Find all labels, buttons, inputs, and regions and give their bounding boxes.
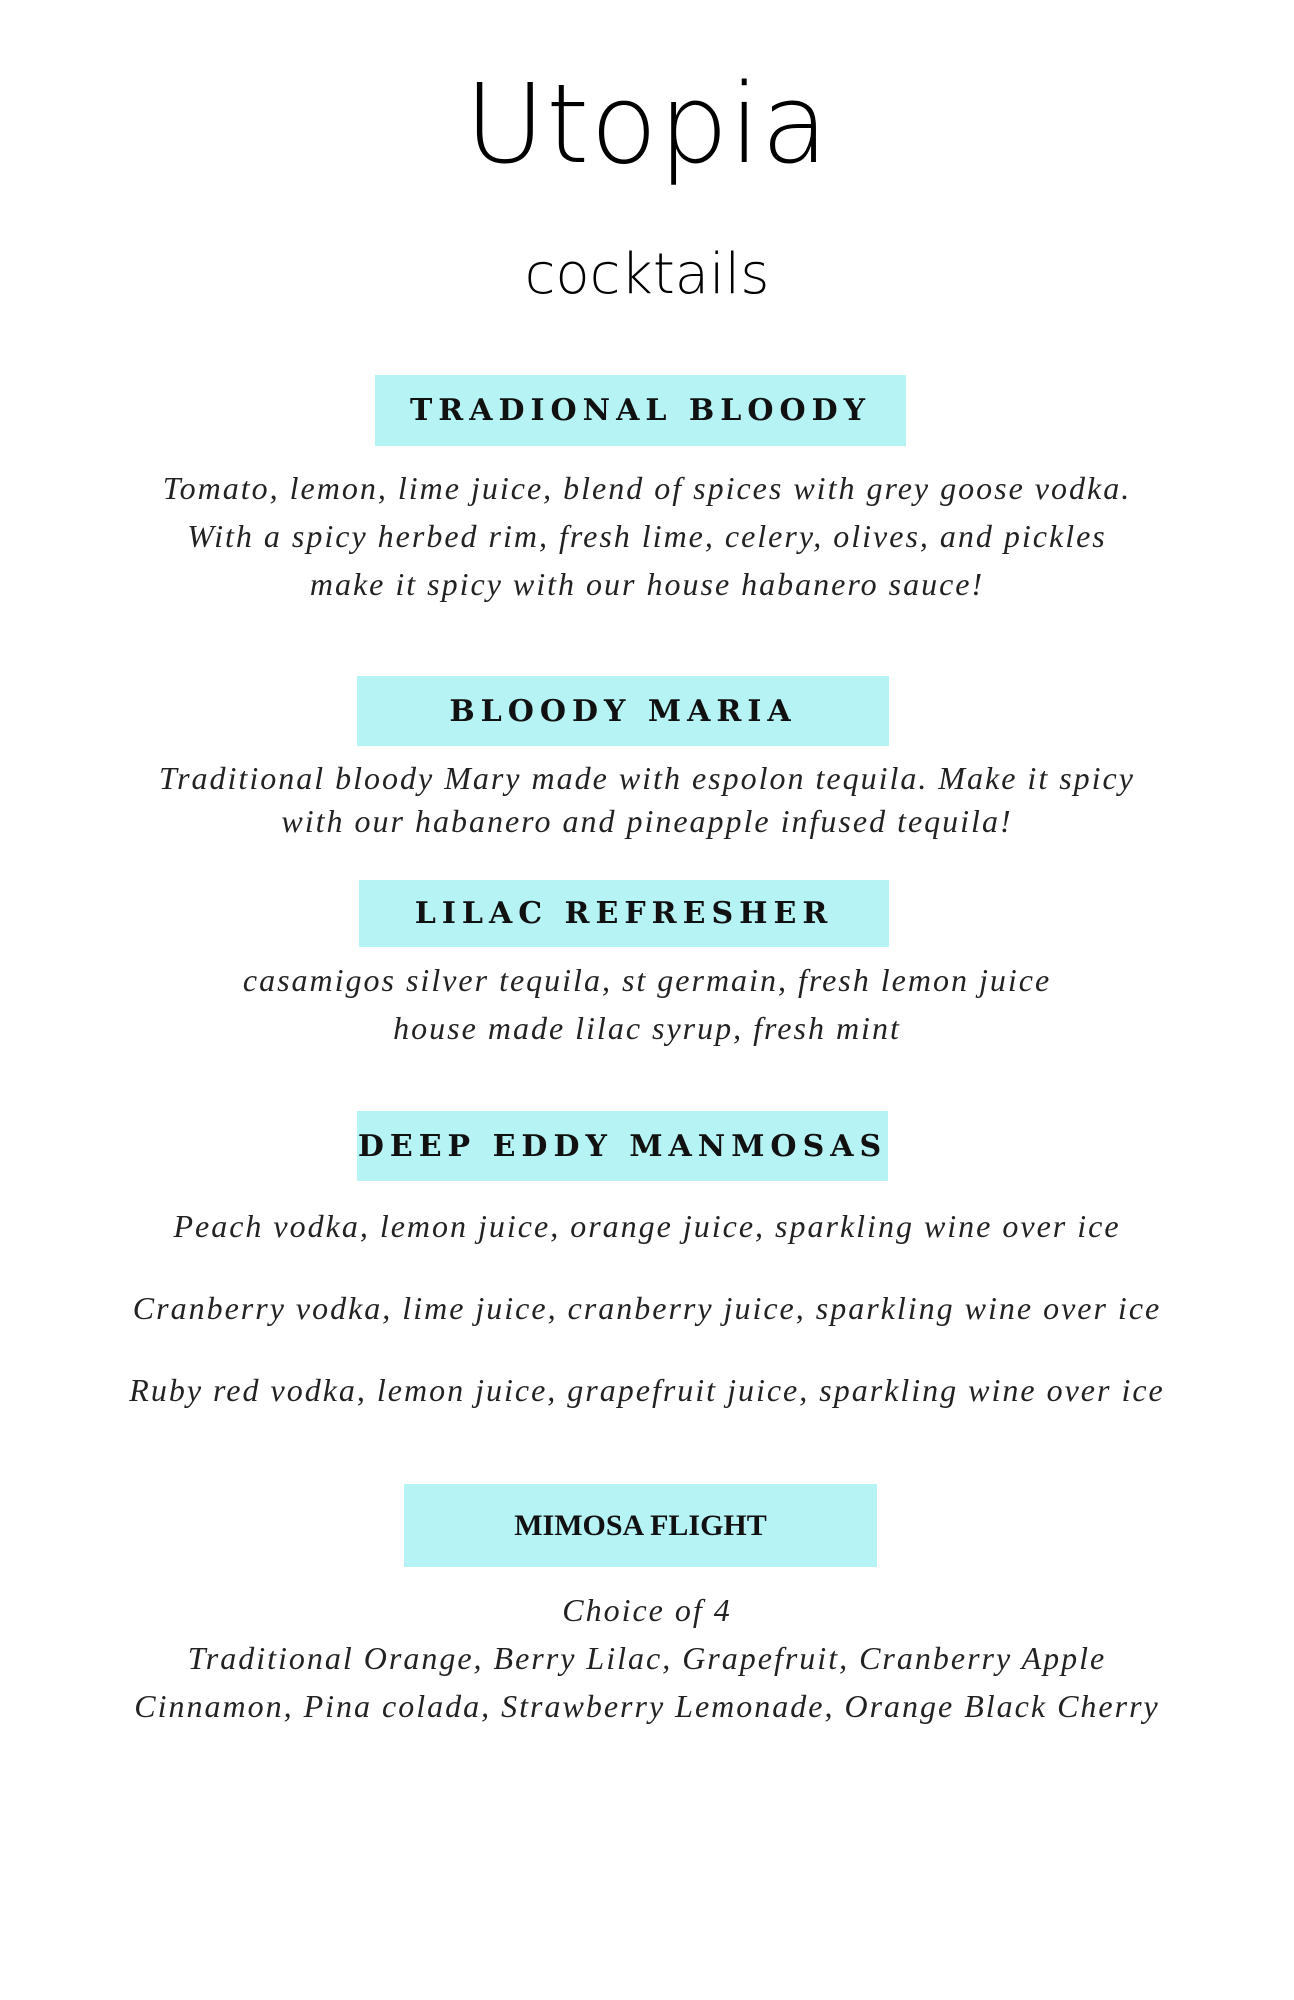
section-title: TRADIONAL BLOODY [409, 393, 872, 428]
section-description-line: Cinnamon, Pina colada, Strawberry Lemonade, Orange Black Cherry [134, 1688, 1160, 1724]
section-title: LILAC REFRESHER [414, 896, 834, 931]
section-description-line: casamigos silver tequila, st germain, fresh lemon juice [242, 962, 1052, 998]
section-title: MIMOSA FLIGHT [514, 1508, 767, 1542]
section-header-mimosa-flight [404, 1484, 877, 1567]
section-description-line: With a spicy herbed rim, fresh lime, celery, olives, and pickles [187, 518, 1107, 554]
section-description-line: Choice of 4 [562, 1592, 732, 1628]
section-description-line: Traditional bloody Mary made with espolon tequila. Make it spicy [159, 760, 1135, 796]
menu-title: Utopia [464, 60, 830, 188]
section-header-lilac-refresher [359, 880, 889, 947]
section-header-deep-eddy-manmosas [357, 1111, 888, 1181]
menu-subtitle: cocktails [524, 242, 770, 307]
section-description-line: Tomato, lemon, lime juice, blend of spices with grey goose vodka. [162, 470, 1132, 506]
section-title: BLOODY MARIA [449, 693, 797, 729]
section-description-line: Cranberry vodka, lime juice, cranberry juice, sparkling wine over ice [132, 1290, 1162, 1326]
section-description-line: with our habanero and pineapple infused tequila! [281, 803, 1013, 839]
section-description-line: house made lilac syrup, fresh mint [393, 1010, 901, 1046]
section-header-tradional-bloody [375, 375, 906, 446]
section-description-line: Peach vodka, lemon juice, orange juice, sparkling wine over ice [173, 1208, 1121, 1244]
section-title: DEEP EDDY MANMOSAS [357, 1128, 888, 1164]
section-header-bloody-maria [357, 676, 889, 746]
section-description-line: make it spicy with our house habanero sauce! [309, 566, 985, 602]
section-description-line: Traditional Orange, Berry Lilac, Grapefruit, Cranberry Apple [187, 1640, 1107, 1676]
section-description-line: Ruby red vodka, lemon juice, grapefruit juice, sparkling wine over ice [129, 1372, 1165, 1408]
